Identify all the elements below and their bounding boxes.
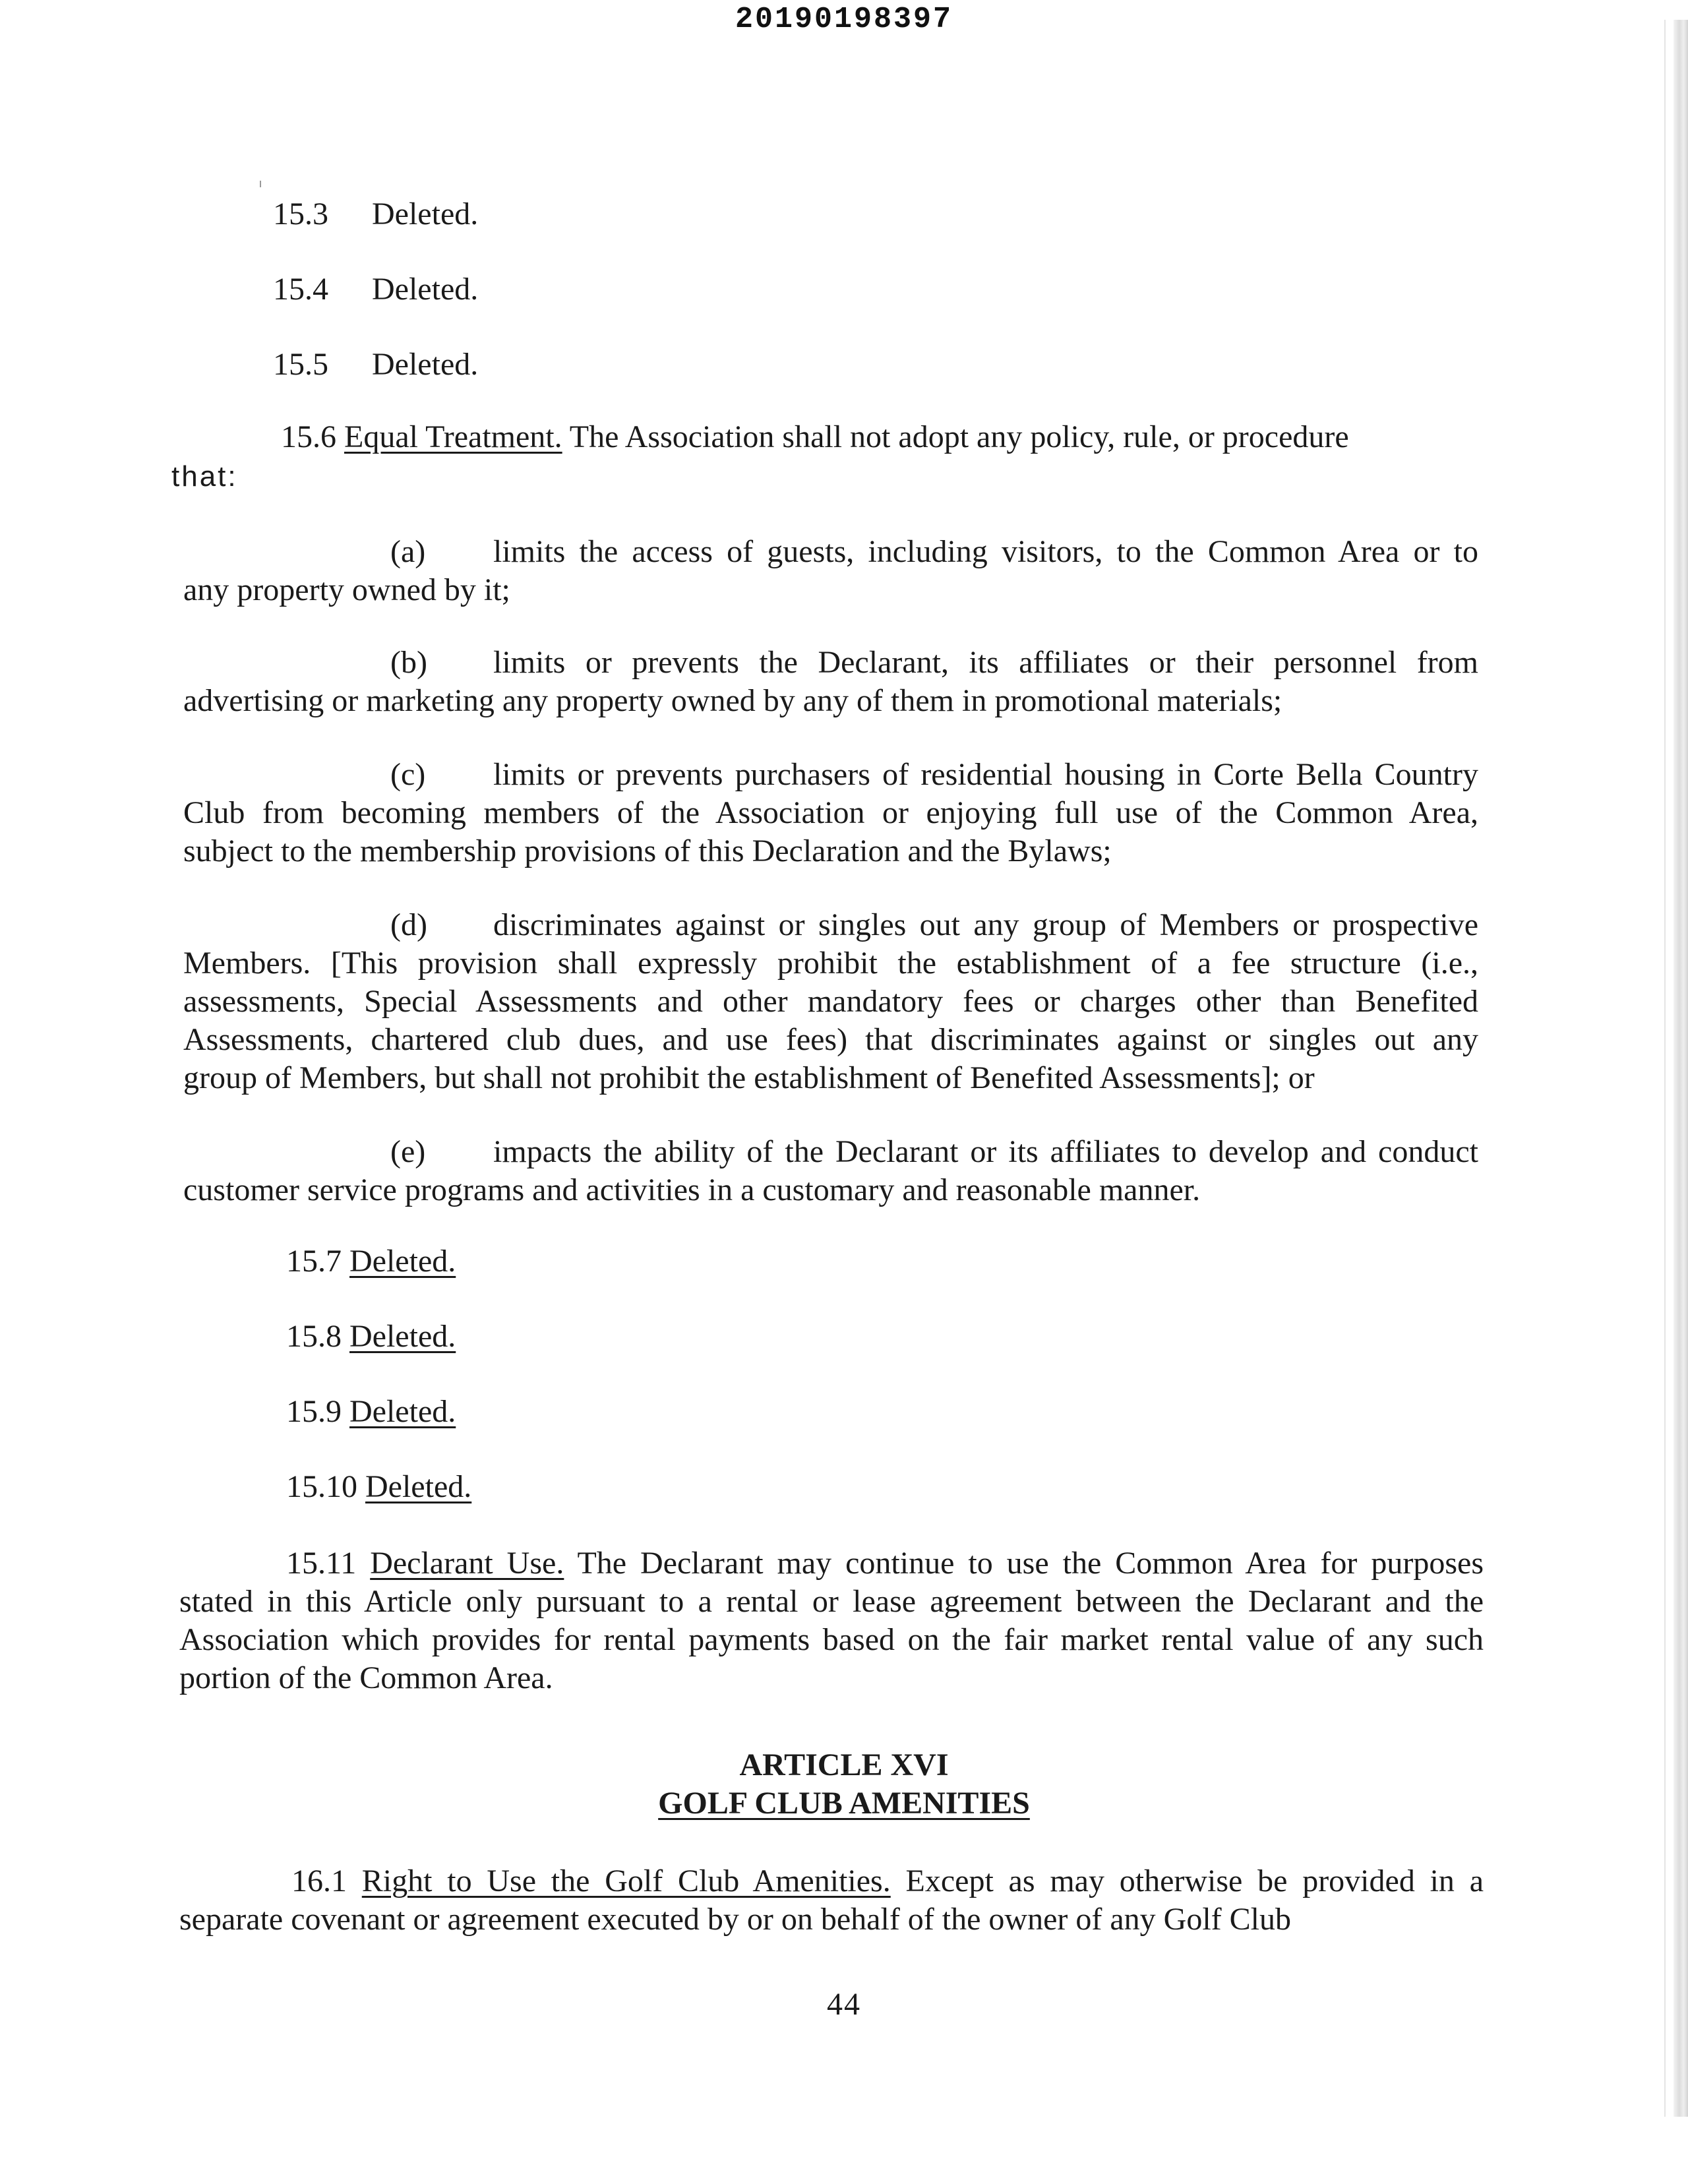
section-text: Deleted. (349, 1244, 456, 1279)
section-number: 15.9 (286, 1394, 342, 1429)
section-15-11-line2: stated in this Article only pursuant to a rental or lease agreement between the Declarant and the (179, 1584, 1484, 1619)
item-label: (c) (390, 757, 426, 792)
item-b-line1 (390, 644, 1478, 682)
item-a-line1 (390, 533, 1478, 571)
section-number: 15.5 (273, 347, 328, 382)
section-text: Except as may otherwise be provided in a (905, 1864, 1484, 1898)
scan-mark (260, 181, 261, 187)
item-label: (e) (390, 1134, 426, 1169)
item-c-line3: subject to the membership provisions of this Declaration and the Bylaws; (183, 834, 1112, 868)
section-text: The Association shall not adopt any policy, rule, or procedure (569, 419, 1349, 454)
section-15-8 (286, 1318, 456, 1356)
item-d-line3: assessments, Special Assessments and other mandatory fees or charges other than Benefited (183, 984, 1478, 1019)
item-b-line2: advertising or marketing any property owned by any of them in promotional materials; (183, 683, 1282, 718)
section-16-1-line1 (291, 1862, 1484, 1900)
section-15-4 (273, 270, 478, 309)
section-number: 16.1 (291, 1864, 347, 1898)
article-title-text: GOLF CLUB AMENITIES (658, 1786, 1030, 1821)
document-number: 20190198397 (735, 3, 953, 36)
section-number: 15.4 (273, 272, 328, 307)
section-15-6-line1 (281, 418, 1349, 456)
section-text: Deleted. (372, 272, 479, 307)
section-15-11-line4: portion of the Common Area. (179, 1660, 553, 1695)
item-label: (b) (390, 645, 427, 680)
item-e-line2: customer service programs and activities in a customary and reasonable manner. (183, 1172, 1201, 1207)
item-e-line1 (390, 1133, 1478, 1171)
item-label: (a) (390, 534, 426, 569)
section-number: 15.8 (286, 1319, 342, 1354)
section-15-10 (286, 1468, 471, 1506)
item-text: impacts the ability of the Declarant or its affiliates to develop and conduct (493, 1134, 1478, 1169)
section-15-11-line3: Association which provides for rental payments based on the fair market rental value of any such (179, 1622, 1484, 1657)
item-c-line2: Club from becoming members of the Association or enjoying full use of the Common Area, (183, 795, 1478, 830)
item-d-line5: group of Members, but shall not prohibit the establishment of Benefited Assessments]; or (183, 1060, 1315, 1095)
section-15-3 (273, 195, 478, 233)
section-number: 15.6 (281, 419, 336, 454)
section-text: The Declarant may continue to use the Common Area for purposes (577, 1546, 1484, 1581)
section-15-9 (286, 1393, 456, 1431)
section-text: Deleted. (372, 197, 479, 231)
section-text: Deleted. (372, 347, 479, 382)
item-a-line2: any property owned by it; (183, 572, 510, 607)
section-15-6-line2: that: (171, 460, 238, 493)
item-d-line4: Assessments, chartered club dues, and use fees) that discriminates against or singles out any (183, 1022, 1478, 1057)
section-text: Deleted. (349, 1394, 456, 1429)
item-text: limits the access of guests, including visitors, to the Common Area or to (493, 534, 1478, 569)
item-text: limits or prevents the Declarant, its affiliates or their personnel from (493, 645, 1478, 680)
item-d-line2: Members. [This provision shall expressly prohibit the establishment of a fee structure (i.e., (183, 946, 1478, 981)
item-c-line1 (390, 756, 1478, 794)
item-label: (d) (390, 907, 427, 942)
section-number: 15.3 (273, 197, 328, 231)
item-text: discriminates against or singles out any group of Members or prospective (493, 907, 1478, 942)
section-15-11-line1 (286, 1544, 1484, 1583)
section-number: 15.7 (286, 1244, 342, 1279)
section-title: Right to Use the Golf Club Amenities. (361, 1864, 891, 1898)
section-15-5 (273, 346, 478, 384)
item-d-line1 (390, 906, 1478, 944)
section-15-7 (286, 1242, 456, 1281)
section-16-1-line2: separate covenant or agreement executed by or on behalf of the owner of any Golf Club (179, 1902, 1291, 1937)
section-number: 15.10 (286, 1469, 357, 1504)
section-text: Deleted. (349, 1319, 456, 1354)
section-title: Equal Treatment. (344, 419, 562, 454)
article-title (0, 1784, 1688, 1823)
section-number: 15.11 (286, 1546, 357, 1581)
section-text: Deleted. (365, 1469, 472, 1504)
section-title: Declarant Use. (370, 1546, 564, 1581)
item-text: limits or prevents purchasers of residential housing in Corte Bella Country (493, 757, 1478, 792)
page-number: 44 (827, 1987, 861, 2022)
article-number: ARTICLE XVI (739, 1747, 949, 1782)
